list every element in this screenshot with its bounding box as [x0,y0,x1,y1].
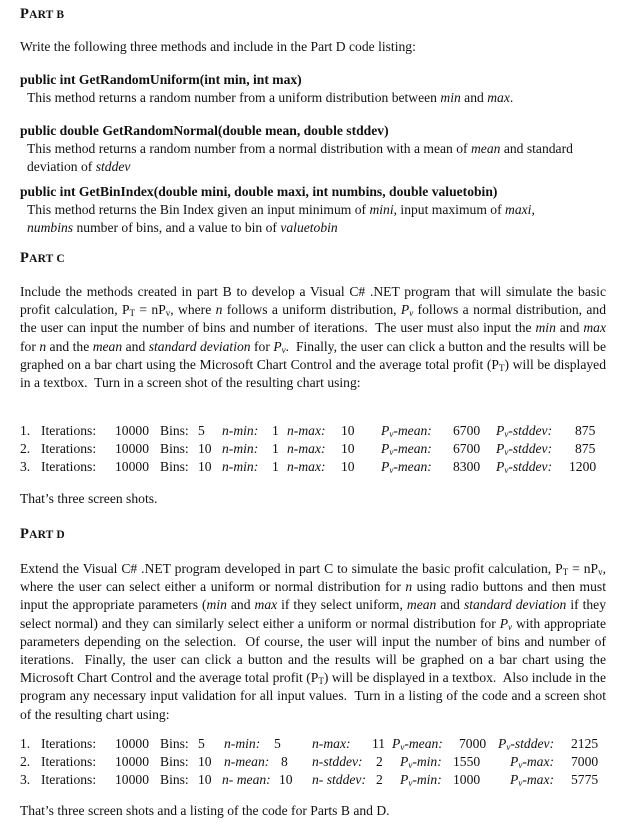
part-d-heading: PART D [20,526,65,542]
method-signature: public int GetRandomUniform(int min, int max) [20,72,302,87]
part-c-paragraph: Include the methods created in part B to develop a Visual C# .NET program that will simulate the basic profit calculation, $P_T = nP_v$, where n follows a uniform distribution, $P_v$ follows a normal distribution, and the user can input the number of bins and number of iterations. The user must also input the min and max for n and the mean and standard deviation for $P_v$. Finally, the user can click a button and the results will be graphed on a bar chart using the Microsoft Chart Control and the average total profit $(P_T)$ will be displayed in a textbox. Turn in a screen shot of the resulting chart using: [20,284,607,391]
method-description: This method returns the Bin Index given an input minimum of mini, input maximum of maxi, numbins number of bins, and a value to bin of valuetobin [27,202,535,236]
part-b-heading: PART B [20,6,65,22]
method-signature: public int GetBinIndex(double mini, double maxi, int numbins, double valuetobin) [20,184,498,199]
part-c-closing: That’s three screen shots. [20,491,158,506]
part-d-run-row: 2. Iterations: 10000 Bins: 10 n-mean: 8 n-stddev: 2 $P_v-\min$: 1550 $P_v-\max$: 7000 [20,754,599,770]
part-c-run-row: 3. Iterations: 10000 Bins: 10 n-min: 1 n-max: 10 $P_v$-mean: 8300 $P_v$-stddev: 1200 [20,459,597,475]
method-description: This method returns a random number from a normal distribution with a mean of mean and standard deviation of stddev [27,141,573,175]
part-d-run-row: 3. Iterations: 10000 Bins: 10 n- mean: 10 n- stddev: 2 $P_v-\min$: 1000 $P_v-\max$: 5775 [20,772,599,788]
method-signature: public double GetRandomNormal(double mean, double stddev) [20,123,389,138]
method-description: This method returns a random number from a uniform distribution between min and max. [27,90,514,105]
part-b-intro: Write the following three methods and include in the Part D code listing: [20,39,416,54]
part-d-paragraph: Extend the Visual C# .NET program developed in part C to simulate the basic profit calculation, $P_T = nP_v$, where the user can select either a uniform or normal distribution for n using radio buttons and then must input the appropriate parameters (min and max if they select uniform, mean and standard deviation if they select normal) and they can similarly select either a uniform or normal distribution for $P_v$ with appropriate parameters depending on the selection. Of course, the user will input the number of bins and number of iterations. Finally, the user can click a button and the results will be graphed on a bar chart using the Microsoft Chart Control and the average total profit $(P_T)$ will be displayed in a textbox. Also include in the program any necessary input validation for all input values. Turn in a listing of the code and a screen shot of the resulting chart using: [20,561,607,722]
part-c-heading: PART C [20,250,65,266]
part-d-run-row: 1. Iterations: 10000 Bins: 5 n-min: 5 n-max: 11 $P_v$-mean: 7000 $P_v$-stddev: 2125 [20,736,599,752]
part-d-closing: That’s three screen shots and a listing of the code for Parts B and D. [20,803,390,818]
part-c-run-row: 2. Iterations: 10000 Bins: 10 n-min: 1 n-max: 10 $P_v$-mean: 6700 $P_v$-stddev: 875 [20,441,596,457]
part-c-run-row: 1. Iterations: 10000 Bins: 5 n-min: 1 n-max: 10 $P_v$-mean: 6700 $P_v$-stddev: 875 [20,423,596,439]
